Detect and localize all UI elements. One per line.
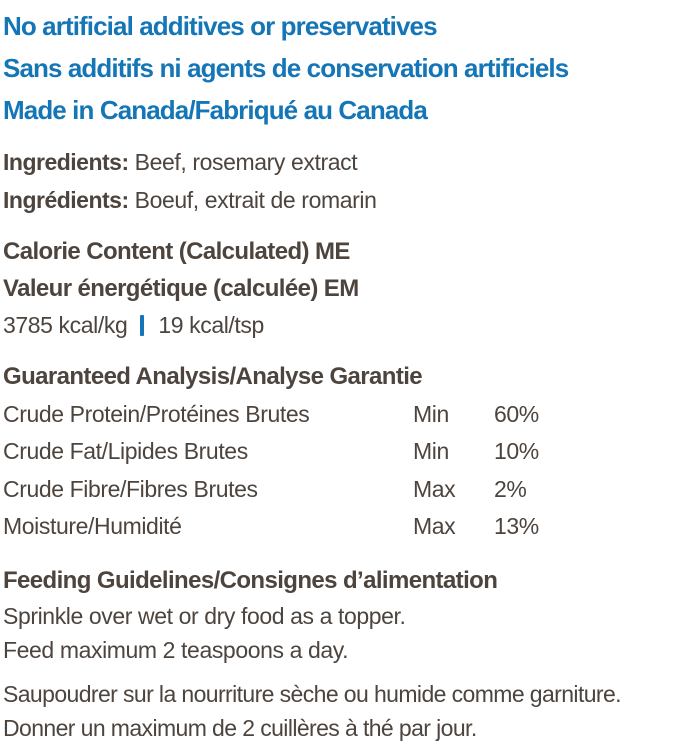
table-row — [3, 508, 679, 546]
feeding-guidelines-french — [3, 677, 679, 745]
nutrient-qualifier: Min — [413, 438, 449, 464]
guaranteed-analysis-section — [3, 358, 679, 546]
guaranteed-analysis-heading: Guaranteed Analysis/Analyse Garantie — [3, 363, 423, 390]
table-row — [3, 471, 679, 509]
feeding-guidelines-heading: Feeding Guidelines/Consignes d’alimentation — [3, 566, 498, 594]
feeding-guidelines-section — [3, 562, 679, 667]
claim-made-in-canada: Made in Canada/Fabriqué au Canada — [3, 95, 427, 125]
nutrient-value: 10% — [494, 438, 539, 464]
ingredients-label-en: Ingredients: — [3, 149, 129, 175]
ingredients-line-en — [3, 143, 679, 181]
calorie-heading-fr: Valeur énergétique (calculée) EM — [3, 275, 359, 302]
claim-no-additives-en: No artificial additives or preservatives — [3, 11, 437, 41]
nutrient-value: 13% — [494, 513, 539, 539]
divider-bar — [140, 315, 144, 336]
nutrient-label: Crude Fat/Lipides Brutes — [3, 438, 248, 464]
feeding-instruction-fr-1: Saupoudrer sur la nourriture sèche ou humide comme garniture. — [3, 680, 621, 707]
ingredients-value-en: Beef, rosemary extract — [134, 149, 358, 175]
nutrient-label: Moisture/Humidité — [3, 513, 182, 539]
nutrient-label: Crude Protein/Protéines Brutes — [3, 400, 310, 427]
nutrient-qualifier: Max — [413, 475, 456, 502]
calorie-content-section — [3, 233, 679, 344]
nutrient-qualifier: Min — [413, 400, 449, 427]
feeding-instruction-en-2: Feed maximum 2 teaspoons a day. — [3, 636, 349, 663]
nutrient-label: Crude Fibre/Fibres Brutes — [3, 475, 258, 502]
calorie-value-per-tsp: 19 kcal/tsp — [158, 312, 264, 338]
calorie-value-per-kg: 3785 kcal/kg — [3, 312, 128, 338]
ingredients-value-fr: Boeuf, extrait de romarin — [134, 187, 377, 213]
table-row — [3, 433, 679, 471]
ingredients-section — [3, 143, 679, 219]
feeding-instruction-en-1: Sprinkle over wet or dry food as a topper. — [3, 602, 406, 629]
ingredients-label-fr: Ingrédients: — [3, 187, 129, 213]
ingredients-line-fr — [3, 181, 679, 219]
nutrient-value: 2% — [494, 475, 527, 502]
claim-no-additives-fr: Sans additifs ni agents de conservation artificiels — [3, 53, 569, 83]
table-row — [3, 396, 679, 434]
product-claims — [3, 5, 679, 131]
calorie-values — [3, 307, 679, 344]
feeding-instruction-fr-2: Donner un maximum de 2 cuillères à thé par jour. — [3, 714, 477, 741]
nutrient-qualifier: Max — [413, 513, 456, 539]
calorie-heading-en: Calorie Content (Calculated) ME — [3, 238, 350, 265]
nutrient-value: 60% — [494, 400, 539, 427]
